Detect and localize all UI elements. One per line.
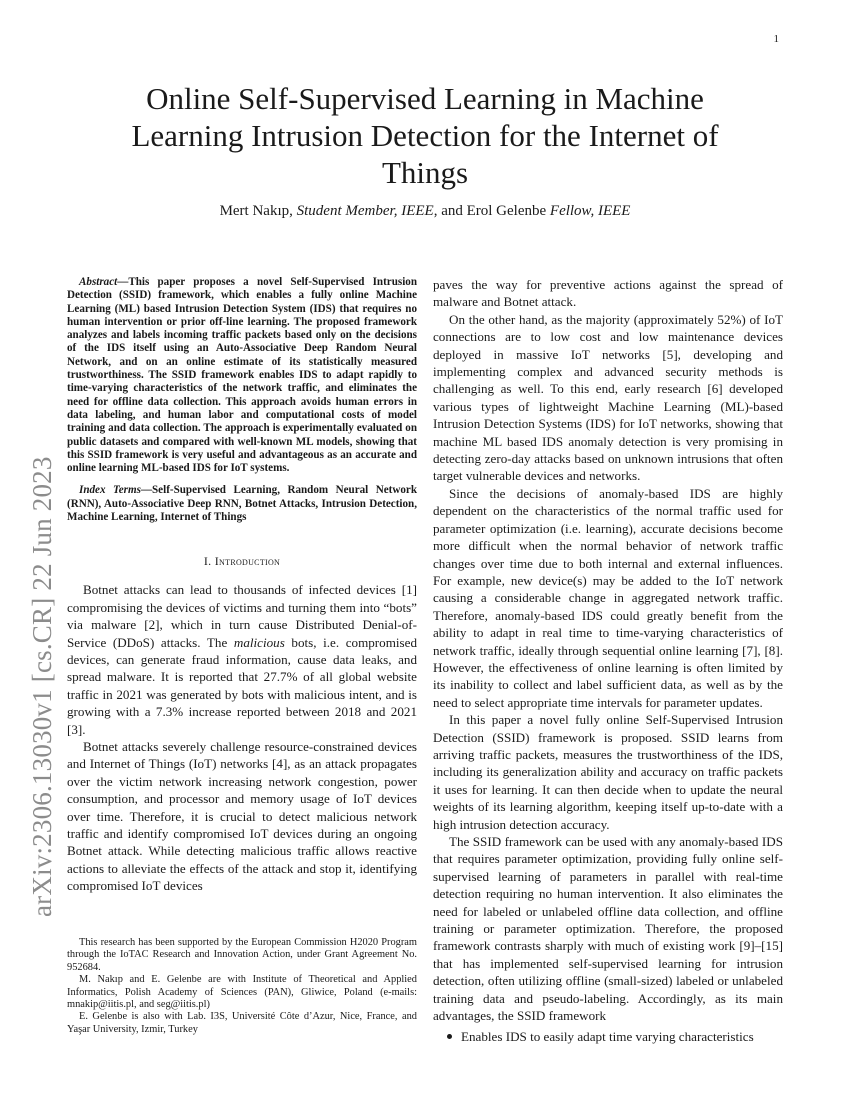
intro-paragraph-6: The SSID framework can be used with any anomaly-based IDS that requires parameter optimization, providing fully online self-supervised learning of parameters in parallel with real-time detection requiring no human intervention. It also eliminates the need for labeled or unlabeled offline data collection, and offline training or parameter optimization. Therefore, the proposed framework contrasts sharply with much of existing work [9]–[15] that has implemented self-supervised learning for intrusion detection, often utilizing offline (small-sized) labeled or unlabeled training data and pseudo-labeling. Accordingly, as its main advantages, the SSID framework bbox=[433, 834, 783, 1024]
abstract-text: —This paper proposes a novel Self-Supervised Intrusion Detection (SSID) framework, which enables a fully online Machine Learning (ML) based Intrusion Detection System (IDS) that requires no human intervention or prior off-line learning. The proposed framework analyzes and labels incoming traffic packets based only on the decisions of the IDS itself using an Auto-Associative Deep Random Neural Network, and on an online estimate of its statistically measured trustworthiness. The SSID framework enables IDS to adapt rapidly to time-varying characteristics of the network traffic, and eliminates the need for offline data collection. This approach avoids human errors in data labeling, and human labor and computational costs of model training and data collection. The approach is experimentally evaluated on public datasets and compared with well-known ML models, showing that this SSID framework is very useful and advantageous as an accurate and online learning ML-based IDS for IoT systems. bbox=[67, 276, 417, 475]
footnote-affiliation-2: E. Gelenbe is also with Lab. I3S, Université Côte d’Azur, Nice, France, and Yaşar University, Izmir, Turkey bbox=[67, 1011, 417, 1035]
author-1: Mert Nakıp, bbox=[219, 203, 297, 219]
intro-p1-text-a: Botnet attacks can lead to thousands of infected devices [1] compromising the devices of victims and turning them into “bots” via malware [2], which in turn cause Distributed Denial-of-Service (DDoS) attacks. The bbox=[67, 582, 417, 650]
intro-p1-text-b: bots, i.e. compromised devices, can generate fraud information, cause data leaks, and spread malware. It is reported that 27.7% of all global website traffic in 2021 was generated by bots with malicious intent, and is growing with a 7.3% increase reported between 2018 and 2021 [3]. bbox=[67, 634, 417, 737]
index-terms-label: Index Terms bbox=[79, 484, 141, 497]
author-line bbox=[95, 203, 755, 220]
abstract bbox=[67, 276, 417, 475]
intro-paragraph-3: On the other hand, as the majority (approximately 52%) of IoT connections are to low cost and low maintenance devices deployed in massive IoT networks [5], developing and implementing complex and advanced security methods is challenging as well. To this end, early research [6] developed various types of lightweight Machine Learning (ML)-based Intrusion Detection Systems (IDS) for IoT networks, showing that machine ML based IDS anomaly detection is very promising in detecting zero-day attacks based on unknown intrusions that often target vulnerable devices and networks. bbox=[433, 311, 783, 484]
footnotes bbox=[67, 937, 417, 1036]
author-2-role: Fellow, IEEE bbox=[549, 203, 631, 219]
page-number: 1 bbox=[773, 33, 779, 45]
advantages-list bbox=[433, 1028, 783, 1045]
author-conjunction: , and Erol Gelenbe bbox=[433, 203, 550, 219]
intro-paragraph-5: In this paper a novel fully online Self-Supervised Intrusion Detection (SSID) framework is proposed. SSID learns from arriving traffic packets, measures the trustworthiness of the IDS, including its generalization ability and accuracy on traffic packets it uses for learning. It can then decide when to update the neural weights of its learning algorithm, keeping itself up-to-date with a high intrusion detection accuracy. bbox=[433, 712, 783, 832]
abstract-label: Abstract bbox=[79, 276, 118, 288]
index-terms bbox=[67, 484, 417, 524]
list-item: Enables IDS to easily adapt time varying characteristics bbox=[433, 1028, 783, 1045]
index-terms-text: —Self-Supervised Learning, Random Neural Network (RNN), Auto-Associative Deep RNN, Botnet Attacks, Intrusion Detection, Machine Learning, Internet of Things bbox=[67, 484, 417, 524]
intro-paragraph-1 bbox=[67, 581, 417, 738]
footnote-affiliation: M. Nakıp and E. Gelenbe are with Institute of Theoretical and Applied Informatics, Polish Academy of Sciences (PAN), Gliwice, Poland (e-mails: mnakip@iitis.pl, and seg@iitis.pl) bbox=[67, 974, 417, 1011]
intro-p1-italic: malicious bbox=[233, 634, 285, 650]
arxiv-identifier: arXiv:2306.13030v1 [cs.CR] 22 Jun 2023 bbox=[27, 456, 57, 917]
intro-paragraph-continued: paves the way for preventive actions against the spread of malware and Botnet attack. bbox=[433, 277, 783, 310]
author-1-role: Student Member, IEEE bbox=[296, 203, 434, 219]
footnote-funding: This research has been supported by the European Commission H2020 Program through the IoTAC Research and Innovation Action, under Grant Agreement No. 952684. bbox=[67, 937, 417, 973]
intro-paragraph-4: Since the decisions of anomaly-based IDS are highly dependent on the characteristics of the normal traffic used for parameter optimization (i.e. learning), accurate decisions become more difficult when the normal behavior of network traffic changes over time due to both internal and external influences. For example, new device(s) may be added to the IoT network causing a considerable change in aggregated network traffic. Therefore, anomaly-based IDS could greatly benefit from the ability to adapt in real time to time-varying characteristics of network traffic, ideally through sequential online learning [7], [8]. However, the effectiveness of online learning is often limited by its inability to collect and label sufficient data, as well as by the need to select appropriate time intervals for parameter updates. bbox=[433, 485, 783, 710]
paper-title: Online Self-Supervised Learning in Machine Learning Intrusion Detection for the Internet of Things bbox=[131, 81, 719, 190]
section-heading-introduction: I. Introduction bbox=[203, 554, 281, 569]
intro-paragraph-2: Botnet attacks severely challenge resource-constrained devices and Internet of Things (IoT) networks [4], as an attack propagates over the victim network increasing network congestion, power consumption, and processor and memory usage of IoT devices over time. Therefore, it is crucial to detect malicious network traffic and identify compromised IoT devices during an ongoing Botnet attack. While detecting malicious traffic allows reactive actions to alleviate the effects of the attack and stop it, identifying compromised IoT devices bbox=[67, 739, 417, 894]
right-column bbox=[433, 276, 783, 1046]
left-column bbox=[67, 276, 417, 895]
